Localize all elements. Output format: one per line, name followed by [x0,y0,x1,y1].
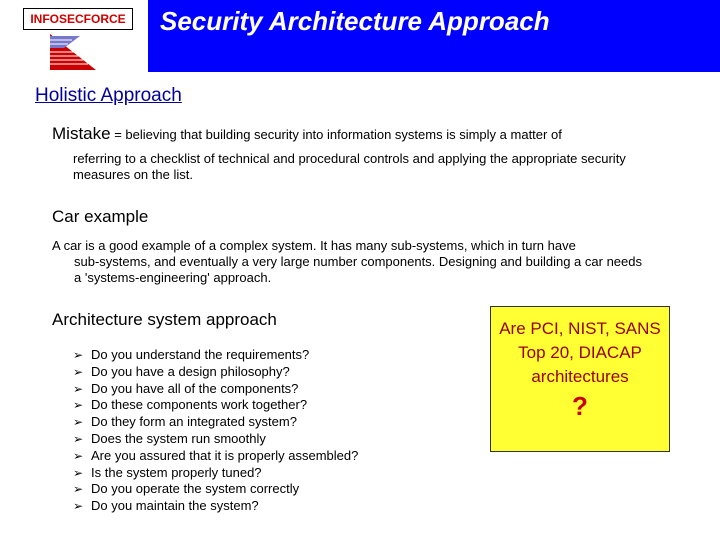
list-item [73,465,358,482]
mistake-label: Mistake [52,124,111,143]
arrow-bullet-icon: ➢ [73,499,84,514]
arrow-bullet-icon: ➢ [73,482,84,497]
list-item [73,481,358,498]
arrow-bullet-icon: ➢ [73,398,84,413]
question-text: Do you have a design philosophy? [91,363,290,379]
list-item [73,414,358,431]
list-item [73,397,358,414]
question-text: Do you have all of the components? [91,380,299,396]
question-text: Do you maintain the system? [91,498,259,514]
car-example-line1: A car is a good example of a complex system. It has many sub-systems, which in turn have [52,238,576,253]
question-list [73,347,358,515]
section-title: Holistic Approach [35,85,182,106]
list-item [73,347,358,364]
arrow-bullet-icon: ➢ [73,381,84,396]
architecture-heading: Architecture system approach [52,310,277,329]
slide-title: Security Architecture Approach [160,6,550,36]
callout-text: Are PCI, NIST, SANS Top 20, DIACAP architectures [499,319,661,386]
arrow-bullet-icon: ➢ [73,448,84,463]
callout-box [490,306,670,452]
list-item [73,381,358,398]
car-example-heading: Car example [52,207,149,226]
question-text: Do these components work together? [91,397,308,413]
mistake-statement [52,124,562,144]
question-text: Do you operate the system correctly [91,481,300,497]
question-mark: ? [572,391,588,421]
pyramid-logo-icon [50,34,98,70]
question-text: Do they form an integrated system? [91,414,297,430]
question-text: Does the system run smoothly [91,430,266,446]
question-text: Is the system properly tuned? [91,464,262,480]
list-item [73,498,358,515]
car-example-rest: sub-systems, and eventually a very large number components. Designing and building a car needs a 'systems-engineering' approach. [74,254,642,285]
list-item [73,431,358,448]
question-text: Do you understand the requirements? [91,347,310,362]
logo-text: INFOSECFORCE [30,12,126,26]
list-item [73,448,358,465]
arrow-bullet-icon: ➢ [73,348,84,362]
mistake-definition: = believing that building security into information systems is simply a matter of [110,127,562,142]
list-item [73,364,358,381]
arrow-bullet-icon: ➢ [73,465,84,480]
question-text: Are you assured that it is properly assembled? [91,447,359,463]
arrow-bullet-icon: ➢ [73,431,84,446]
arrow-bullet-icon: ➢ [73,364,84,379]
car-example-text [52,238,652,286]
arrow-bullet-icon: ➢ [73,415,84,430]
mistake-continuation: referring to a checklist of technical and procedural controls and applying the appropriate security measures on the list. [73,151,626,182]
logo-badge [23,8,133,30]
